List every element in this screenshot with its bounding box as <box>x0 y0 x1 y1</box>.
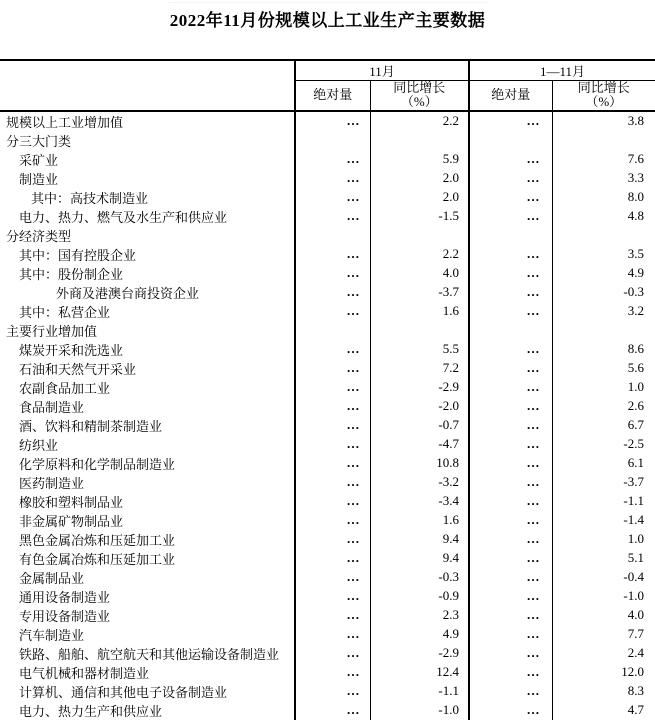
cell-november-absolute: … <box>295 606 370 625</box>
table-row <box>0 568 655 587</box>
cell-cumulative-absolute: … <box>469 511 552 530</box>
cell-november-absolute: … <box>295 283 370 302</box>
cell-cumulative-yoy-growth: 4.7 <box>627 702 644 717</box>
row-label: 有色金属冶炼和压延加工业 <box>0 549 295 568</box>
cell-november-yoy-growth: -3.7 <box>370 283 469 302</box>
table-header <box>0 60 655 111</box>
row-label: 电气机械和器材制造业 <box>0 663 295 682</box>
cell-cumulative-yoy-growth: 7.7 <box>627 626 644 641</box>
row-label: 石油和天然气开采业 <box>0 359 295 378</box>
row-label: 计算机、通信和其他电子设备制造业 <box>0 682 295 701</box>
cell-november-yoy-growth: 1.6 <box>370 511 469 530</box>
table-row <box>0 663 655 682</box>
table-row <box>0 264 655 283</box>
cell-cumulative-absolute: … <box>469 492 552 511</box>
row-label: 电力、热力、燃气及水生产和供应业 <box>0 207 295 226</box>
cell-cumulative-yoy-growth: 3.2 <box>627 303 644 318</box>
row-label: 外商及港澳台商投资企业 <box>0 283 295 302</box>
row-label: 化学原料和化学制品制造业 <box>0 454 295 473</box>
table-row <box>0 530 655 549</box>
cell-cumulative-absolute: … <box>469 625 552 644</box>
cell-cumulative-absolute: … <box>469 435 552 454</box>
cell-cumulative-yoy-growth: 7.6 <box>627 151 644 166</box>
cell-november-absolute <box>295 226 370 245</box>
cell-cumulative-yoy-growth: 4.8 <box>627 208 644 223</box>
row-label: 农副食品加工业 <box>0 378 295 397</box>
cell-november-absolute: … <box>295 568 370 587</box>
row-label: 分经济类型 <box>0 226 295 245</box>
table-row <box>0 473 655 492</box>
header-yoy-growth-line1: 同比增长 <box>393 80 446 96</box>
cell-cumulative-absolute: … <box>469 150 552 169</box>
row-label: 主要行业增加值 <box>0 321 295 340</box>
cell-cumulative-yoy-growth: 8.6 <box>627 341 644 356</box>
cell-cumulative-absolute: … <box>469 644 552 663</box>
cell-cumulative-yoy-growth: 12.0 <box>621 664 644 679</box>
table-row <box>0 131 655 150</box>
cell-cumulative-yoy-growth <box>552 131 655 150</box>
row-label: 其中：国有控股企业 <box>0 245 295 264</box>
cell-november-yoy-growth: 12.4 <box>370 663 469 682</box>
header-yoy-growth-november <box>370 81 469 111</box>
column-group-november: 11月 <box>295 60 469 81</box>
cell-cumulative-absolute: … <box>469 473 552 492</box>
cell-november-absolute: … <box>295 549 370 568</box>
cell-november-yoy-growth: 10.8 <box>370 454 469 473</box>
cell-cumulative-absolute: … <box>469 188 552 207</box>
cell-november-absolute: … <box>295 188 370 207</box>
cell-november-absolute: … <box>295 150 370 169</box>
cell-november-yoy-growth: -2.9 <box>370 378 469 397</box>
cell-cumulative-yoy-growth: -0.4 <box>623 569 644 584</box>
table-row <box>0 340 655 359</box>
cell-cumulative-yoy-growth: 8.3 <box>627 683 644 698</box>
cell-november-absolute: … <box>295 378 370 397</box>
cell-cumulative-absolute <box>469 131 552 150</box>
row-label: 采矿业 <box>0 150 295 169</box>
cell-november-yoy-growth: 2.2 <box>370 245 469 264</box>
cell-cumulative-absolute: … <box>469 111 552 131</box>
cell-cumulative-absolute: … <box>469 549 552 568</box>
clipped-previous-line-artifact <box>168 0 488 3</box>
cell-november-absolute: … <box>295 359 370 378</box>
table-body <box>0 111 655 720</box>
cell-cumulative-yoy-growth: 3.5 <box>627 246 644 261</box>
cell-november-absolute: … <box>295 511 370 530</box>
cell-november-yoy-growth: 7.2 <box>370 359 469 378</box>
table-row <box>0 644 655 663</box>
cell-cumulative-absolute: … <box>469 606 552 625</box>
cell-november-yoy-growth: -1.5 <box>370 207 469 226</box>
cell-cumulative-absolute: … <box>469 378 552 397</box>
cell-cumulative-yoy-growth: 4.0 <box>627 607 644 622</box>
cell-cumulative-absolute: … <box>469 663 552 682</box>
cell-november-yoy-growth: -0.9 <box>370 587 469 606</box>
table-row <box>0 321 655 340</box>
row-label: 橡胶和塑料制品业 <box>0 492 295 511</box>
table-row <box>0 492 655 511</box>
cell-cumulative-yoy-growth: 5.1 <box>627 550 644 565</box>
table-row <box>0 150 655 169</box>
cell-november-yoy-growth <box>370 226 469 245</box>
table-row <box>0 245 655 264</box>
cell-cumulative-yoy-growth: 2.4 <box>627 645 644 660</box>
table-row <box>0 111 655 131</box>
cell-november-absolute: … <box>295 701 370 720</box>
table-row <box>0 188 655 207</box>
table-row <box>0 169 655 188</box>
cell-november-absolute <box>295 131 370 150</box>
cell-november-absolute: … <box>295 169 370 188</box>
row-label: 电力、热力生产和供应业 <box>0 701 295 720</box>
cell-cumulative-yoy-growth <box>552 321 655 340</box>
row-label: 铁路、船舶、航空航天和其他运输设备制造业 <box>0 644 295 663</box>
cell-cumulative-yoy-growth: 1.0 <box>627 379 644 394</box>
cell-cumulative-yoy-growth: 2.6 <box>627 398 644 413</box>
row-label: 其中：股份制企业 <box>0 264 295 283</box>
cell-november-yoy-growth: 2.3 <box>370 606 469 625</box>
row-label: 其中：高技术制造业 <box>0 188 295 207</box>
cell-november-yoy-growth <box>370 131 469 150</box>
table-row <box>0 701 655 720</box>
table-row <box>0 511 655 530</box>
cell-november-yoy-growth: -0.3 <box>370 568 469 587</box>
page-title: 2022年11月份规模以上工业生产主要数据 <box>169 11 486 30</box>
row-label: 非金属矿物制品业 <box>0 511 295 530</box>
cell-november-absolute: … <box>295 302 370 321</box>
cell-cumulative-yoy-growth: -0.3 <box>623 284 644 299</box>
row-label: 煤炭开采和洗选业 <box>0 340 295 359</box>
cell-cumulative-yoy-growth: -1.4 <box>623 512 644 527</box>
table-row <box>0 454 655 473</box>
table-row <box>0 416 655 435</box>
table-row <box>0 397 655 416</box>
cell-cumulative-absolute: … <box>469 568 552 587</box>
header-yoy-growth-cumulative <box>552 81 655 111</box>
header-absolute-cumulative: 绝对量 <box>469 81 552 111</box>
cell-cumulative-absolute: … <box>469 264 552 283</box>
table-row <box>0 302 655 321</box>
cell-november-yoy-growth: -1.1 <box>370 682 469 701</box>
row-label: 规模以上工业增加值 <box>0 111 295 131</box>
cell-november-yoy-growth: 2.2 <box>370 111 469 131</box>
cell-november-yoy-growth: 9.4 <box>370 530 469 549</box>
cell-cumulative-yoy-growth: 3.3 <box>627 170 644 185</box>
header-absolute-november: 绝对量 <box>295 81 370 111</box>
column-group-jan-to-nov: 1—11月 <box>469 60 655 81</box>
row-label: 分三大门类 <box>0 131 295 150</box>
cell-cumulative-absolute: … <box>469 587 552 606</box>
table-row <box>0 378 655 397</box>
cell-cumulative-yoy-growth: 4.9 <box>627 265 644 280</box>
table-row <box>0 359 655 378</box>
row-label: 黑色金属冶炼和压延加工业 <box>0 530 295 549</box>
cell-november-yoy-growth: -2.0 <box>370 397 469 416</box>
cell-cumulative-absolute: … <box>469 530 552 549</box>
cell-november-yoy-growth: -3.2 <box>370 473 469 492</box>
row-label: 专用设备制造业 <box>0 606 295 625</box>
row-label: 通用设备制造业 <box>0 587 295 606</box>
header-yoy-growth-line2: （%） <box>400 94 438 110</box>
table-row <box>0 606 655 625</box>
cell-cumulative-yoy-growth: 6.1 <box>627 455 644 470</box>
row-label: 纺织业 <box>0 435 295 454</box>
row-label: 酒、饮料和精制茶制造业 <box>0 416 295 435</box>
cell-november-absolute: … <box>295 682 370 701</box>
table-row <box>0 283 655 302</box>
cell-november-yoy-growth: -0.7 <box>370 416 469 435</box>
cell-cumulative-absolute: … <box>469 245 552 264</box>
cell-november-yoy-growth <box>370 321 469 340</box>
row-label: 食品制造业 <box>0 397 295 416</box>
cell-cumulative-yoy-growth: -2.5 <box>623 436 644 451</box>
cell-november-yoy-growth: 5.9 <box>370 150 469 169</box>
cell-cumulative-yoy-growth: -3.7 <box>623 474 644 489</box>
cell-november-absolute: … <box>295 454 370 473</box>
cell-cumulative-yoy-growth: -1.0 <box>623 588 644 603</box>
cell-cumulative-absolute: … <box>469 359 552 378</box>
cell-cumulative-absolute: … <box>469 454 552 473</box>
cell-cumulative-absolute <box>469 321 552 340</box>
cell-november-yoy-growth: 2.0 <box>370 169 469 188</box>
cell-november-yoy-growth: 1.6 <box>370 302 469 321</box>
cell-cumulative-yoy-growth: 1.0 <box>627 531 644 546</box>
cell-november-absolute: … <box>295 473 370 492</box>
row-label: 汽车制造业 <box>0 625 295 644</box>
header-group-row <box>0 60 655 81</box>
cell-cumulative-yoy-growth: 5.6 <box>627 360 644 375</box>
table-row <box>0 226 655 245</box>
table-row <box>0 207 655 226</box>
cell-cumulative-yoy-growth <box>552 226 655 245</box>
cell-cumulative-absolute: … <box>469 682 552 701</box>
cell-november-absolute: … <box>295 492 370 511</box>
cell-november-yoy-growth: 2.0 <box>370 188 469 207</box>
cell-november-absolute: … <box>295 625 370 644</box>
cell-november-yoy-growth: 5.5 <box>370 340 469 359</box>
cell-cumulative-absolute: … <box>469 169 552 188</box>
row-label: 医药制造业 <box>0 473 295 492</box>
cell-november-yoy-growth: -1.0 <box>370 701 469 720</box>
cell-november-yoy-growth: -4.7 <box>370 435 469 454</box>
table-row <box>0 435 655 454</box>
cell-november-yoy-growth: 4.9 <box>370 625 469 644</box>
cell-november-yoy-growth: 4.0 <box>370 264 469 283</box>
cell-cumulative-yoy-growth: -1.1 <box>623 493 644 508</box>
cell-cumulative-absolute: … <box>469 283 552 302</box>
cell-cumulative-absolute: … <box>469 207 552 226</box>
row-label: 金属制品业 <box>0 568 295 587</box>
cell-november-absolute: … <box>295 644 370 663</box>
cell-november-absolute: … <box>295 530 370 549</box>
table-row <box>0 587 655 606</box>
cell-november-absolute: … <box>295 587 370 606</box>
cell-november-yoy-growth: 9.4 <box>370 549 469 568</box>
cell-november-absolute: … <box>295 340 370 359</box>
row-label-column-header <box>0 60 295 111</box>
cell-november-absolute: … <box>295 264 370 283</box>
cell-cumulative-absolute: … <box>469 701 552 720</box>
cell-november-absolute: … <box>295 416 370 435</box>
table-row <box>0 549 655 568</box>
cell-november-absolute: … <box>295 397 370 416</box>
cell-november-yoy-growth: -2.9 <box>370 644 469 663</box>
cell-cumulative-absolute: … <box>469 416 552 435</box>
cell-cumulative-absolute: … <box>469 340 552 359</box>
cell-cumulative-absolute: … <box>469 302 552 321</box>
table-row <box>0 625 655 644</box>
cell-november-absolute: … <box>295 111 370 131</box>
cell-cumulative-yoy-growth: 3.8 <box>627 113 644 128</box>
header-yoy-growth-line2: （%） <box>585 94 623 110</box>
cell-november-yoy-growth: -3.4 <box>370 492 469 511</box>
cell-november-absolute <box>295 321 370 340</box>
table-row <box>0 682 655 701</box>
industrial-production-table <box>0 59 655 720</box>
cell-cumulative-absolute: … <box>469 397 552 416</box>
cell-november-absolute: … <box>295 245 370 264</box>
cell-november-absolute: … <box>295 435 370 454</box>
row-label: 其中：私营企业 <box>0 302 295 321</box>
cell-november-absolute: … <box>295 207 370 226</box>
row-label: 制造业 <box>0 169 295 188</box>
cell-cumulative-yoy-growth: 6.7 <box>627 417 644 432</box>
cell-november-absolute: … <box>295 663 370 682</box>
cell-cumulative-absolute <box>469 226 552 245</box>
cell-cumulative-yoy-growth: 8.0 <box>627 189 644 204</box>
header-yoy-growth-line1: 同比增长 <box>577 80 630 96</box>
